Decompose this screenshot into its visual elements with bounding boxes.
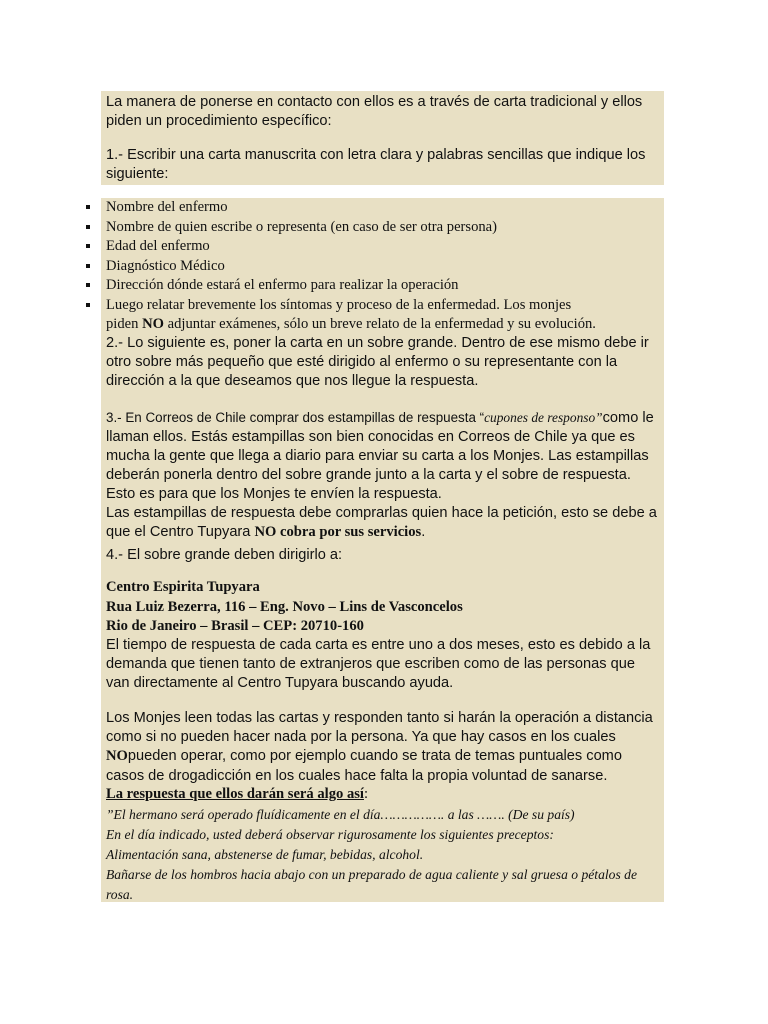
intro-text: La manera de ponerse en contacto con ellos es a través de carta tradicional y ellos piden un procedimiento específico: bbox=[106, 94, 643, 129]
reply-line: En el día indicado, usted deberá observar rigurosamente los siguientes preceptos: bbox=[106, 827, 554, 842]
bullet-square-icon bbox=[86, 244, 90, 248]
step-2-text: 2.- Lo siguiente es, poner la carta en un sobre grande. Dentro de ese mismo debe ir otro sobre más pequeño que esté dirigido al enfermo o su representante con la dirección a la que deseamos que nos llegue la respuesta. bbox=[106, 335, 649, 389]
list-item: Edad del enfermo bbox=[0, 237, 664, 257]
list-item: Nombre de quien escribe o representa (en caso de ser otra persona) bbox=[0, 218, 664, 238]
bullet-square-icon bbox=[86, 225, 90, 229]
mailing-address bbox=[106, 578, 662, 637]
bullet-square-icon bbox=[86, 283, 90, 287]
monks-text: Los Monjes leen todas las cartas y responden tanto si harán la operación a distancia como si no pueden hacer nada por la persona. Ya que hay casos en los cuales NOpueden operar, como por ejemplo cuando se trata de temas puntuales como casos de drogadicción en los cuales hace falta la propia voluntad de sanarse. bbox=[106, 710, 653, 784]
list-item: Diagnóstico Médico bbox=[0, 257, 664, 277]
reply-heading: La respuesta que ellos darán será algo así: bbox=[106, 786, 369, 802]
address-line: Rio de Janeiro – Brasil – CEP: 20710-160 bbox=[106, 618, 364, 634]
address-line: Centro Espirita Tupyara bbox=[106, 579, 260, 595]
address-line: Rua Luiz Bezerra, 116 – Eng. Novo – Lins de Vasconcelos bbox=[106, 598, 463, 615]
bullet-square-icon bbox=[86, 303, 90, 307]
intro-section bbox=[101, 91, 664, 185]
list-item: Luego relatar brevemente los síntomas y proceso de la enfermedad. Los monjes bbox=[0, 296, 664, 316]
step-3-text: 3.- En Correos de Chile comprar dos estampillas de respuesta “cupones de responso”como le llaman ellos. Estás estampillas son bien conocidas en Correos de Chile ya que es mucha la gente que llega a diario para enviar su carta a los Monjes. Las estampillas deberán ponerla dentro del sobre grande junto a la carta y el sobre de respuesta. Esto es para que los Monjes te envíen la respuesta. Las estampillas de respuesta debe comprarlas quien hace la petición, esto se debe a que el Centro Tupyara NO cobra por sus servicios. bbox=[106, 410, 657, 540]
reply-line: Alimentación sana, abstenerse de fumar, bebidas, alcohol. bbox=[106, 847, 424, 862]
reply-example bbox=[106, 805, 662, 905]
requirements-list bbox=[0, 198, 664, 335]
response-time-text: El tiempo de respuesta de cada carta es entre uno a dos meses, esto es debido a la demanda que tienen tanto de extranjeros que escriben como de las personas que van directamente al Centro Tupyara buscando ayuda. bbox=[106, 637, 651, 691]
bullet-square-icon bbox=[86, 205, 90, 209]
step-4-text: 4.- El sobre grande deben dirigirlo a: bbox=[106, 547, 343, 563]
list-item-continuation: piden NO adjuntar exámenes, sólo un breve relato de la enfermedad y su evolución. bbox=[106, 316, 596, 332]
step-1-text: 1.- Escribir una carta manuscrita con letra clara y palabras sencillas que indique los siguiente: bbox=[106, 147, 646, 182]
list-item: Dirección dónde estará el enfermo para realizar la operación bbox=[0, 276, 664, 296]
bullet-square-icon bbox=[86, 264, 90, 268]
list-item: Nombre del enfermo bbox=[0, 198, 664, 218]
reply-line: Bañarse de los hombros hacia abajo con un preparado de agua caliente y sal gruesa o pétalos de rosa. bbox=[106, 867, 637, 902]
reply-line: ”El hermano será operado fluídicamente en el día……………. a las ……. (De su país) bbox=[106, 807, 575, 822]
